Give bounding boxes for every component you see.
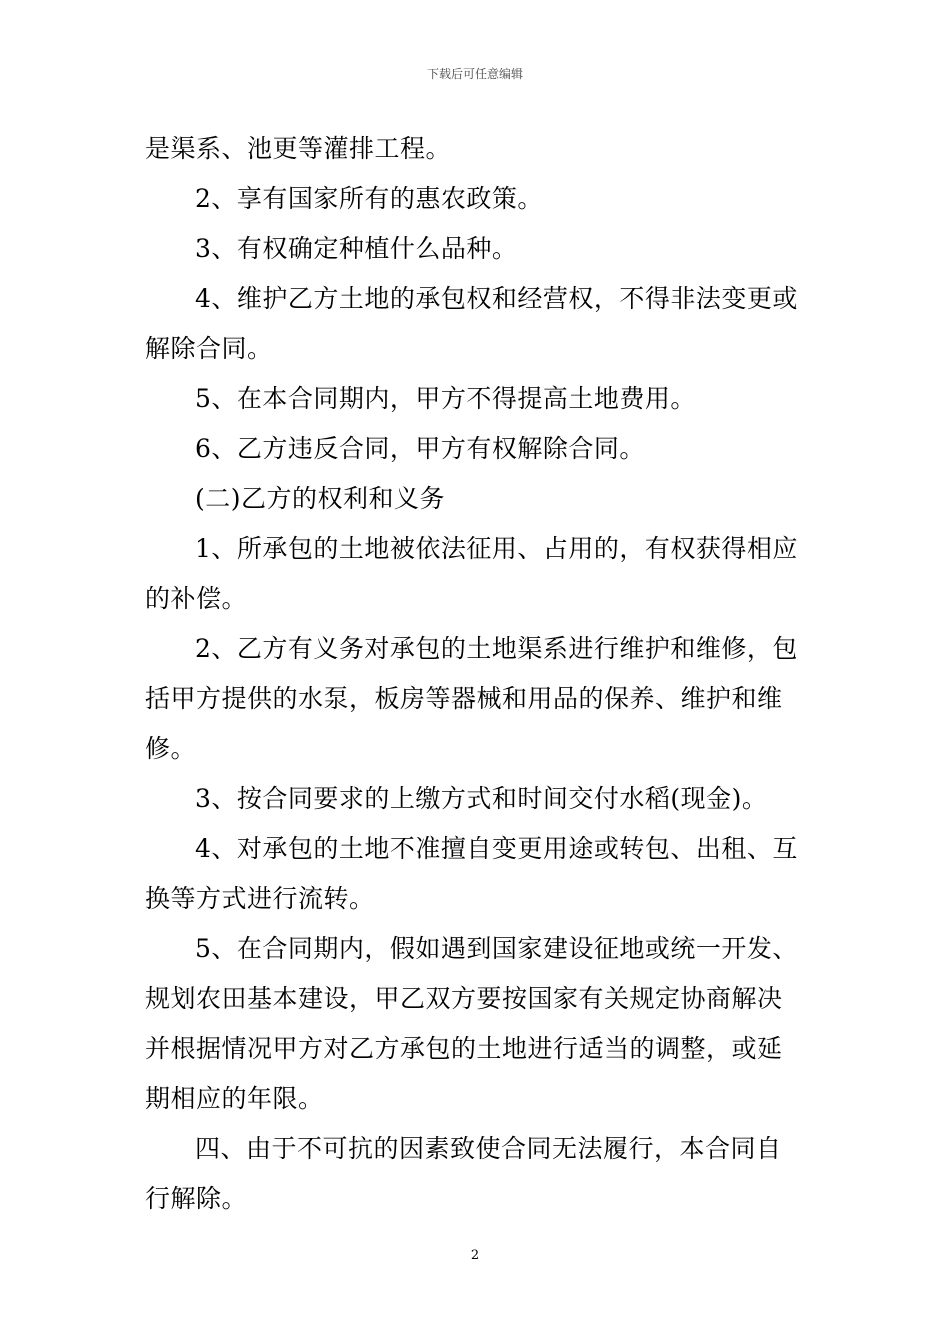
page-number: 2 [470, 1248, 480, 1263]
text-line: 规划农田基本建设，甲乙双方要按国家有关规定协商解决 [145, 984, 783, 1013]
text-line: 1、所承包的土地被依法征用、占用的，有权获得相应 [195, 534, 798, 563]
text-line: 5、在合同期内，假如遇到国家建设征地或统一开发、 [195, 934, 798, 963]
text-line: 是渠系、池更等灌排工程。 [145, 134, 452, 163]
text-line: 换等方式进行流转。 [145, 884, 375, 913]
text-line: 解除合同。 [145, 334, 273, 363]
text-line: 的补偿。 [145, 584, 248, 613]
text-line: 3、按合同要求的上缴方式和时间交付水稻(现金)。 [195, 784, 768, 813]
document-body [145, 124, 807, 1224]
text-line: 修。 [145, 734, 197, 763]
text-line: 4、对承包的土地不准擅自变更用途或转包、出租、互 [195, 834, 798, 863]
text-line: 2、乙方有义务对承包的土地渠系进行维护和维修，包 [195, 634, 798, 663]
text-line: 并根据情况甲方对乙方承包的土地进行适当的调整，或延 [145, 1034, 783, 1063]
text-line: 行解除。 [145, 1184, 248, 1213]
text-line: 4、维护乙方土地的承包权和经营权，不得非法变更或 [195, 284, 798, 313]
text-line: 括甲方提供的水泵，板房等器械和用品的保养、维护和维 [145, 684, 783, 713]
text-line: 2、享有国家所有的惠农政策。 [195, 184, 543, 213]
text-line: 期相应的年限。 [145, 1084, 324, 1113]
text-line: 5、在本合同期内，甲方不得提高土地费用。 [195, 384, 696, 413]
text-line: 四、由于不可抗的因素致使合同无法履行，本合同自 [195, 1134, 782, 1163]
header-note: 下载后可任意编辑 [426, 67, 523, 81]
text-line: 3、有权确定种植什么品种。 [195, 234, 518, 263]
text-line: 6、乙方违反合同，甲方有权解除合同。 [195, 434, 645, 463]
section-heading: (二)乙方的权利和义务 [195, 484, 446, 513]
